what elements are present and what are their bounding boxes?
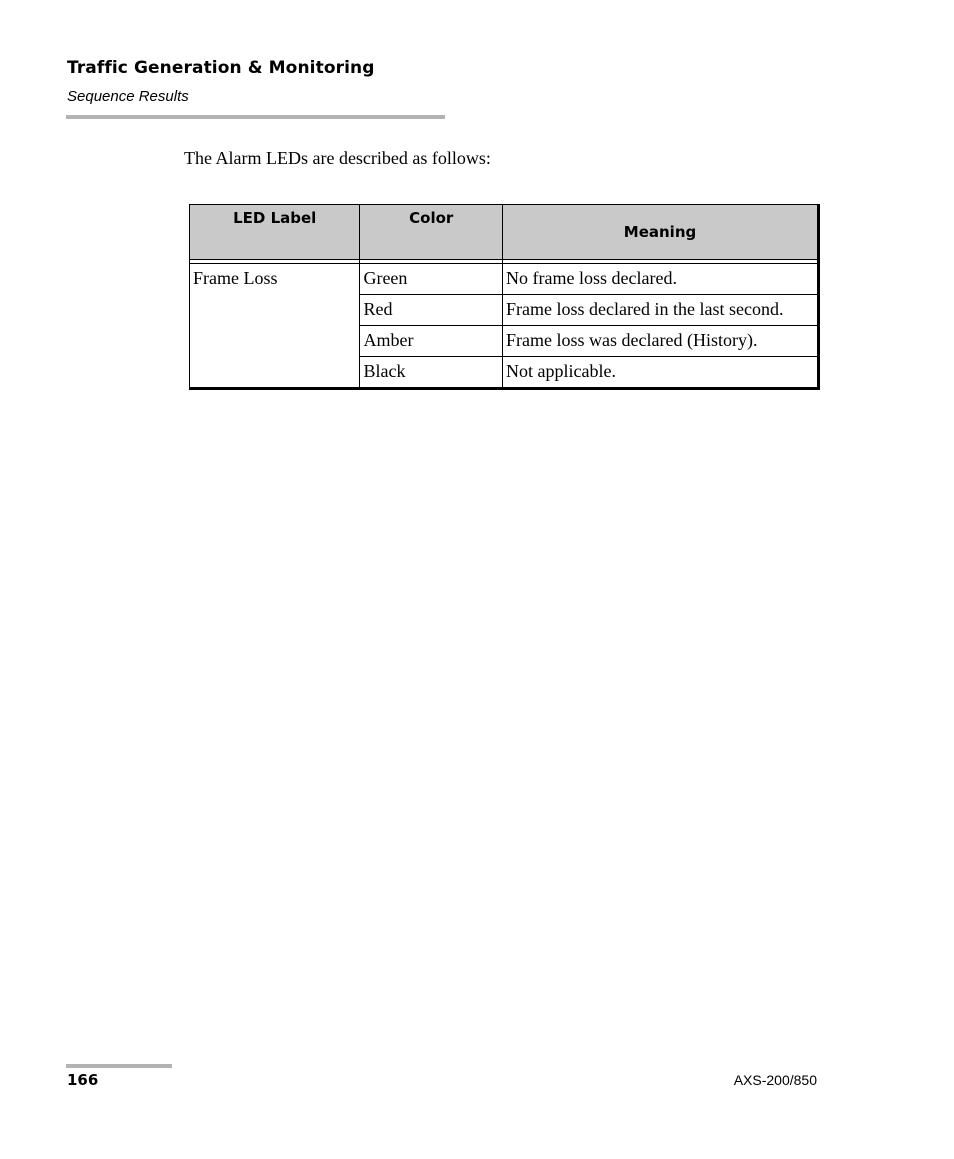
color-cell: Green [360,264,503,295]
table-header-row [190,205,819,260]
page-number: 166 [67,1071,99,1089]
intro-text: The Alarm LEDs are described as follows: [184,148,491,168]
color-cell: Amber [360,326,503,357]
footer-rule [66,1064,172,1068]
meaning-cell: Not applicable. [503,357,819,389]
section-subtitle: Sequence Results [67,88,189,105]
header-rule [66,115,445,119]
color-cell: Red [360,295,503,326]
meaning-cell: Frame loss was declared (History). [503,326,819,357]
alarm-led-table [189,204,820,390]
header-color: Color [360,205,503,260]
meaning-cell: No frame loss declared. [503,264,819,295]
document-id: AXS-200/850 [733,1072,817,1088]
section-title: Traffic Generation & Monitoring [67,58,375,78]
led-label-cell: Frame Loss [190,264,360,389]
header-led-label: LED Label [190,205,360,260]
color-cell: Black [360,357,503,389]
table-row [190,264,819,295]
header-meaning: Meaning [503,205,819,260]
meaning-cell: Frame loss declared in the last second. [503,295,819,326]
